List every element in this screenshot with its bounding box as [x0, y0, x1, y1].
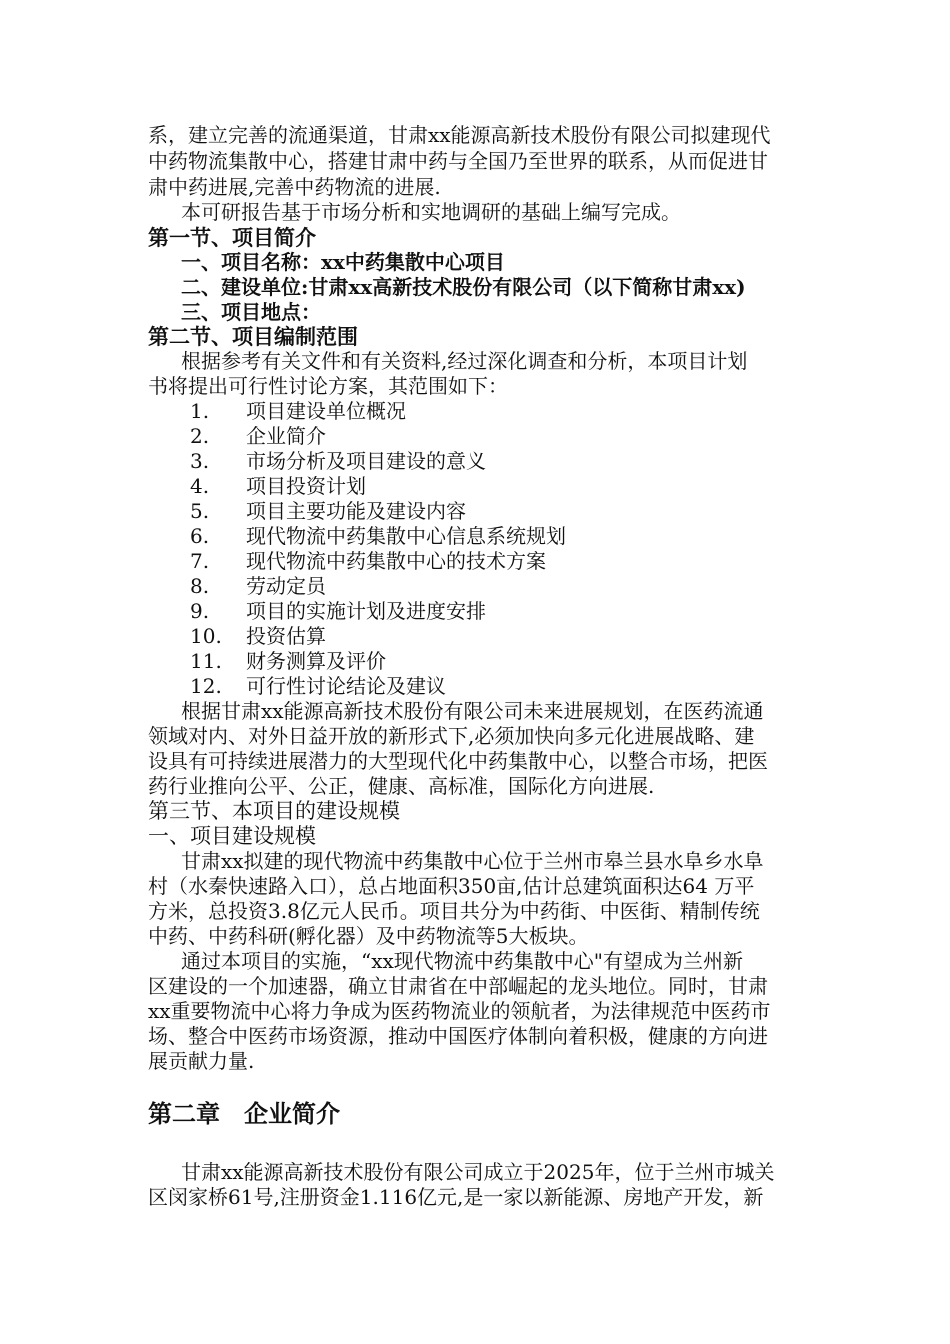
body-line: 书将提出可行性讨论方案，其范围如下： — [148, 374, 508, 398]
list-item — [190, 399, 406, 424]
list-text: 财务测算及评价 — [246, 649, 386, 673]
list-number: 9. — [190, 599, 210, 623]
section-item: 二、建设单位:甘肃xx高新技术股份有限公司（以下简称甘肃xx) — [181, 275, 746, 299]
chapter-heading: 第二章 企业简介 — [148, 1099, 340, 1128]
body-line: xx重要物流中心将力争成为医药物流业的领航者，为法律规范中医药市 — [148, 999, 771, 1023]
body-line: 村（水秦快速路入口），总占地面积350亩,估计总建筑面积达64 万平 — [148, 874, 755, 898]
intro-line: 系，建立完善的流通渠道，甘肃xx能源高新技术股份有限公司拟建现代 — [148, 123, 771, 147]
list-number: 5. — [190, 499, 210, 523]
section-heading: 第一节、项目简介 — [148, 225, 316, 250]
body-line: 甘肃xx拟建的现代物流中药集散中心位于兰州市皋兰县水阜乡水阜 — [181, 849, 764, 873]
intro-line: 中药物流集散中心，搭建甘肃中药与全国乃至世界的联系，从而促进甘 — [148, 149, 768, 173]
body-line: 展贡献力量. — [148, 1049, 255, 1073]
section-heading: 第二节、项目编制范围 — [148, 324, 358, 349]
section-heading: 第三节、本项目的建设规模 — [148, 799, 400, 823]
intro-line: 肃中药进展,完善中药物流的进展. — [148, 175, 441, 199]
body-line: 方米，总投资3.8亿元人民币。项目共分为中药街、中医街、精制传统 — [148, 899, 760, 923]
list-text: 现代物流中药集散中心的技术方案 — [246, 549, 546, 573]
list-number: 7. — [190, 549, 210, 573]
section-item: 一、项目名称：xx中药集散中心项目 — [181, 250, 505, 274]
list-number: 11. — [190, 649, 222, 673]
list-text: 项目主要功能及建设内容 — [246, 499, 466, 523]
intro-line: 本可研报告基于市场分析和实地调研的基础上编写完成。 — [181, 200, 681, 224]
list-text: 市场分析及项目建设的意义 — [246, 449, 486, 473]
list-item — [190, 474, 366, 499]
body-line: 场、整合中医药市场资源，推动中国医疗体制向着积极，健康的方向进 — [148, 1024, 768, 1048]
list-number: 10. — [190, 624, 222, 648]
body-line: 设具有可持续进展潜力的大型现代化中药集散中心，以整合市场，把医 — [148, 749, 768, 773]
list-item — [190, 624, 326, 649]
list-text: 项目投资计划 — [246, 474, 366, 498]
list-number: 4. — [190, 474, 210, 498]
body-line: 根据甘肃xx能源高新技术股份有限公司未来进展规划，在医药流通 — [181, 699, 764, 723]
list-item — [190, 424, 326, 449]
subsection-heading: 一、项目建设规模 — [148, 824, 316, 848]
section-item: 三、项目地点： — [181, 300, 321, 324]
list-item — [190, 649, 386, 674]
body-line: 中药、中药科研(孵化器）及中药物流等5大板块。 — [148, 924, 589, 948]
body-line: 甘肃xx能源高新技术股份有限公司成立于2025年，位于兰州市城关 — [181, 1160, 775, 1184]
list-number: 8. — [190, 574, 210, 598]
body-line: 药行业推向公平、公正，健康、高标准，国际化方向进展. — [148, 774, 655, 798]
list-number: 1. — [190, 399, 210, 423]
body-line: 通过本项目的实施，“xx现代物流中药集散中心"有望成为兰州新 — [181, 949, 743, 973]
list-number: 6. — [190, 524, 210, 548]
list-text: 劳动定员 — [246, 574, 326, 598]
body-line: 区建设的一个加速器，确立甘肃省在中部崛起的龙头地位。同时，甘肃 — [148, 974, 768, 998]
list-text: 投资估算 — [246, 624, 326, 648]
list-item — [190, 524, 566, 549]
list-number: 3. — [190, 449, 210, 473]
list-number: 2. — [190, 424, 210, 448]
list-text: 企业简介 — [246, 424, 326, 448]
list-item — [190, 574, 326, 599]
list-text: 项目建设单位概况 — [246, 399, 406, 423]
list-item — [190, 599, 486, 624]
body-line: 领域对内、对外日益开放的新形式下,必须加快向多元化进展战略、建 — [148, 724, 755, 748]
body-line: 根据参考有关文件和有关资料,经过深化调查和分析，本项目计划 — [181, 349, 748, 373]
list-text: 可行性讨论结论及建议 — [246, 674, 446, 698]
list-text: 项目的实施计划及进度安排 — [246, 599, 486, 623]
list-item — [190, 449, 486, 474]
list-item — [190, 674, 446, 699]
list-text: 现代物流中药集散中心信息系统规划 — [246, 524, 566, 548]
body-line: 区闵家桥61号,注册资金1.116亿元,是一家以新能源、房地产开发，新 — [148, 1185, 764, 1209]
list-item — [190, 499, 466, 524]
list-item — [190, 549, 546, 574]
list-number: 12. — [190, 674, 222, 698]
